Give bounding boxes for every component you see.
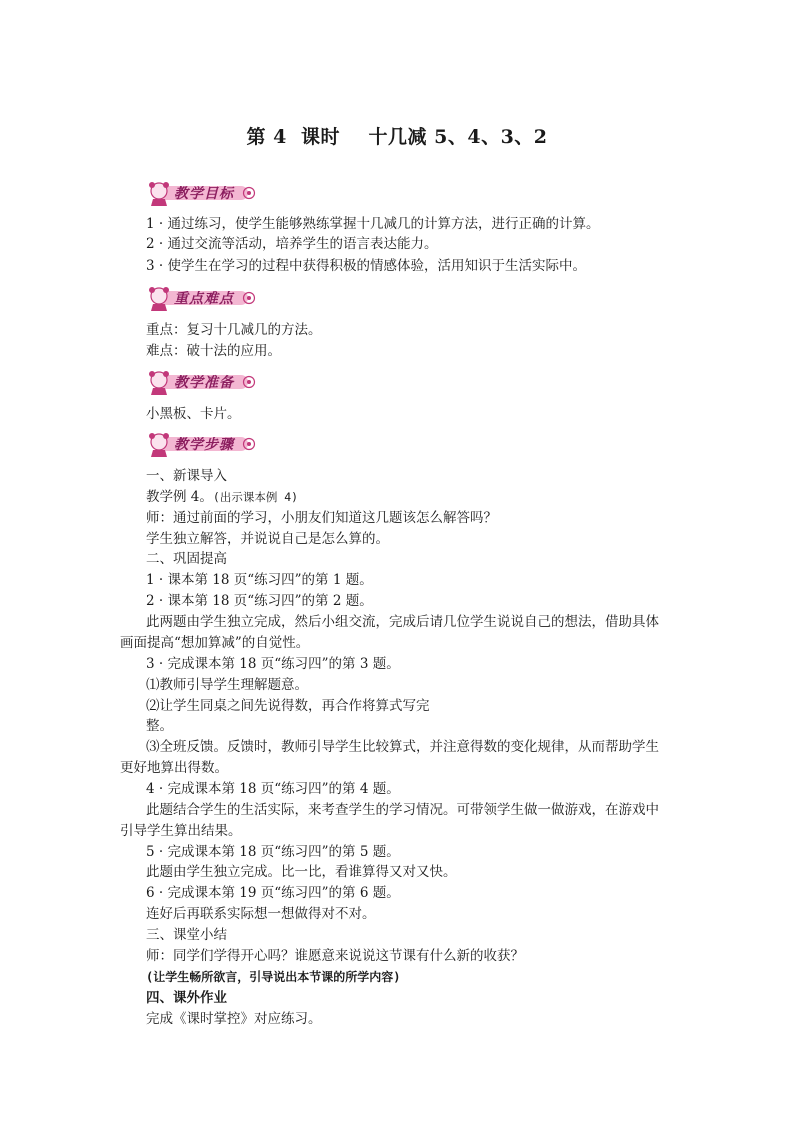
section-badge-goals: [146, 180, 258, 206]
step-line: 画面提高“想加算减”的自觉性。: [120, 635, 310, 651]
badge-label: 教学步骤: [174, 437, 234, 453]
girl-mascot-icon: [149, 182, 169, 206]
step-line: 2 · 课本第 18 页“练习四”的第 2 题。: [146, 593, 373, 609]
step-line: 4 · 完成课本第 18 页“练习四”的第 4 题。: [146, 781, 400, 797]
section-badge-keypoints: [146, 285, 258, 311]
step-line: 整。: [146, 718, 173, 734]
step-line: 3 · 完成课本第 18 页“练习四”的第 3 题。: [146, 656, 400, 672]
step-line: ⑴教师引导学生理解题意。: [146, 677, 308, 693]
step-line: 连好后再联系实际想一想做得对不对。: [146, 906, 376, 922]
step-heading-1: 一、新课导入: [146, 468, 227, 484]
step-line: 1 · 课本第 18 页“练习四”的第 1 题。: [146, 572, 373, 588]
step-line: 此题结合学生的生活实际，来考查学生的学习情况。可带领学生做一做游戏，在游戏中: [146, 802, 659, 818]
goal-line-3: 3 · 使学生在学习的过程中获得积极的情感体验，活用知识于生活实际中。: [146, 258, 586, 274]
step-line: ⑶全班反馈。反馈时，教师引导学生比较算式，并注意得数的变化规律，从而帮助学生: [146, 739, 659, 755]
section-badge-steps: [146, 431, 258, 457]
girl-mascot-icon: [149, 371, 169, 395]
girl-mascot-icon: [149, 287, 169, 311]
prep-line: 小黑板、卡片。: [146, 406, 241, 422]
step-line: ⑵让学生同桌之间先说得数，再合作将算式写完: [146, 698, 430, 714]
step-line: 引导学生算出结果。: [120, 823, 242, 839]
goal-line-1: 1 · 通过练习，使学生能够熟练掌握十几减几的计算方法，进行正确的计算。: [146, 216, 600, 232]
step-line: 师：通过前面的学习，小朋友们知道这几题该怎么解答吗？: [146, 510, 497, 526]
goal-line-2: 2 · 通过交流等活动，培养学生的语言表达能力。: [146, 236, 438, 252]
step-line: 此两题由学生独立完成，然后小组交流，完成后请几位学生说说自己的想法，借助具体: [146, 614, 659, 630]
step-line: 此题由学生独立完成。比一比，看谁算得又对又快。: [146, 864, 457, 880]
keypoint-line-2: 难点：破十法的应用。: [146, 343, 281, 359]
step-line: 6 · 完成课本第 19 页“练习四”的第 6 题。: [146, 885, 400, 901]
badge-label: 重点难点: [174, 291, 234, 307]
badge-label: 教学目标: [174, 186, 234, 202]
girl-mascot-icon: [149, 433, 169, 457]
section-badge-prep: [146, 369, 258, 395]
step-line: 完成《课时掌控》对应练习。: [146, 1011, 322, 1027]
step-heading-3: 三、课堂小结: [146, 927, 227, 943]
step-line: [146, 487, 686, 507]
step-line: 师：同学们学得开心吗？谁愿意来说说这节课有什么新的收获？: [146, 948, 524, 964]
badge-label: 教学准备: [174, 375, 234, 391]
keypoint-line-1: 重点：复习十几减几的方法。: [146, 322, 322, 338]
step-heading-2: 二、巩固提高: [146, 551, 227, 567]
step-text: 教学例 4。: [146, 489, 213, 505]
step-line: 更好地算出得数。: [120, 760, 228, 776]
step-heading-4: 四、课外作业: [146, 990, 227, 1006]
step-note: (让学生畅所欲言，引导说出本节课的所学内容): [146, 970, 401, 984]
step-note: (出示课本例 4): [212, 490, 299, 504]
page-title: 第 4 课时 十几减 5、4、3、2: [246, 126, 548, 148]
step-line: 5 · 完成课本第 18 页“练习四”的第 5 题。: [146, 844, 400, 860]
step-line: 学生独立解答，并说说自己是怎么算的。: [146, 531, 389, 547]
